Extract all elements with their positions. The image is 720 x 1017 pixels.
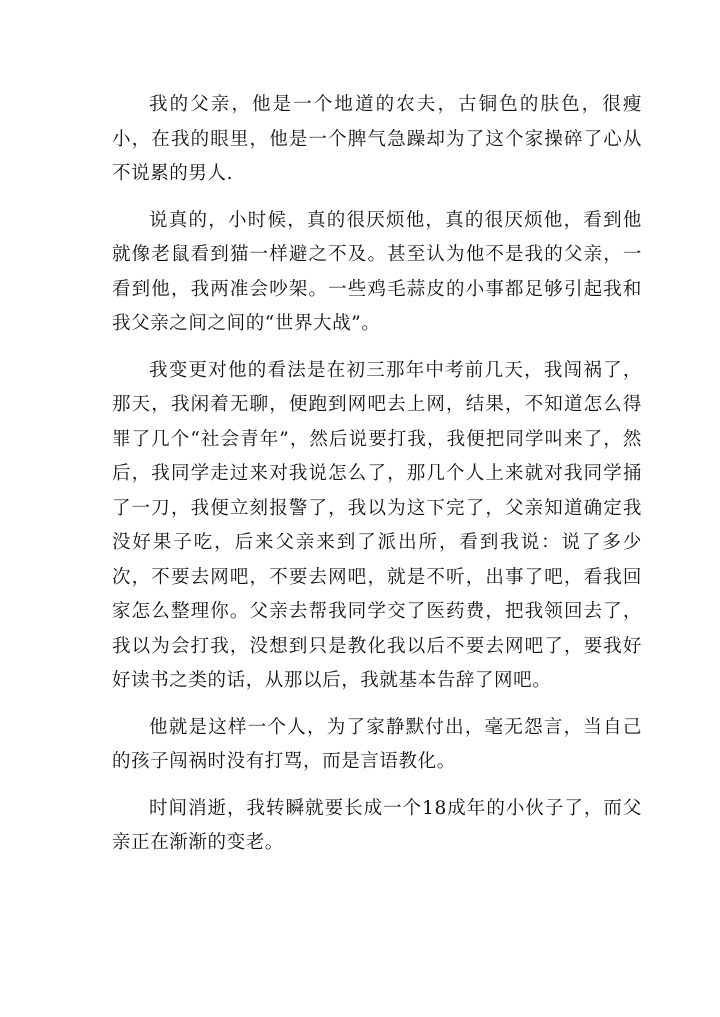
paragraph-4: 他就是这样一个人，为了家静默付出，毫无怨言，当自己的孩子闯祸时没有打骂，而是言语教化。 bbox=[112, 716, 642, 772]
paragraph-1: 我的父亲，他是一个地道的农夫，古铜色的肤色，很瘦小，在我的眼里，他是一个脾气急躁却为了这个家操碎了心从不说累的男人. bbox=[112, 94, 642, 184]
paragraph-3: 我变更对他的看法是在初三那年中考前几天，我闯祸了，那天，我闲着无聊，便跑到网吧去上网，结果，不知道怎么得罪了几个“社会青年”，然后说要打我，我便把同学叫来了，然后，我同学走过来对我说怎么了，那几个人上来就对我同学捅了一刀，我便立刻报警了，我以为这下完了，父亲知道确定我没好果子吃，后来父亲来到了派出所，看到我说：说了多少次，不要去网吧，不要去网吧，就是不听，出事了吧，看我回家怎么整理你。父亲去帮我同学交了医药费，把我领回去了，我以为会打我，没想到只是教化我以后不要去网吧了，要我好好读书之类的话，从那以后，我就基本告辞了网吧。 bbox=[112, 359, 642, 691]
paragraph-5: 时间消逝，我转瞬就要长成一个18成年的小伙子了，而父亲正在渐渐的变老。 bbox=[112, 797, 642, 853]
paragraph-2: 说真的，小时候，真的很厌烦他，真的很厌烦他，看到他就像老鼠看到猫一样避之不及。甚至认为他不是我的父亲，一看到他，我两准会吵架。一些鸡毛蒜皮的小事都足够引起我和我父亲之间之间的“世界大战”。 bbox=[112, 209, 642, 334]
document-body bbox=[112, 88, 642, 873]
